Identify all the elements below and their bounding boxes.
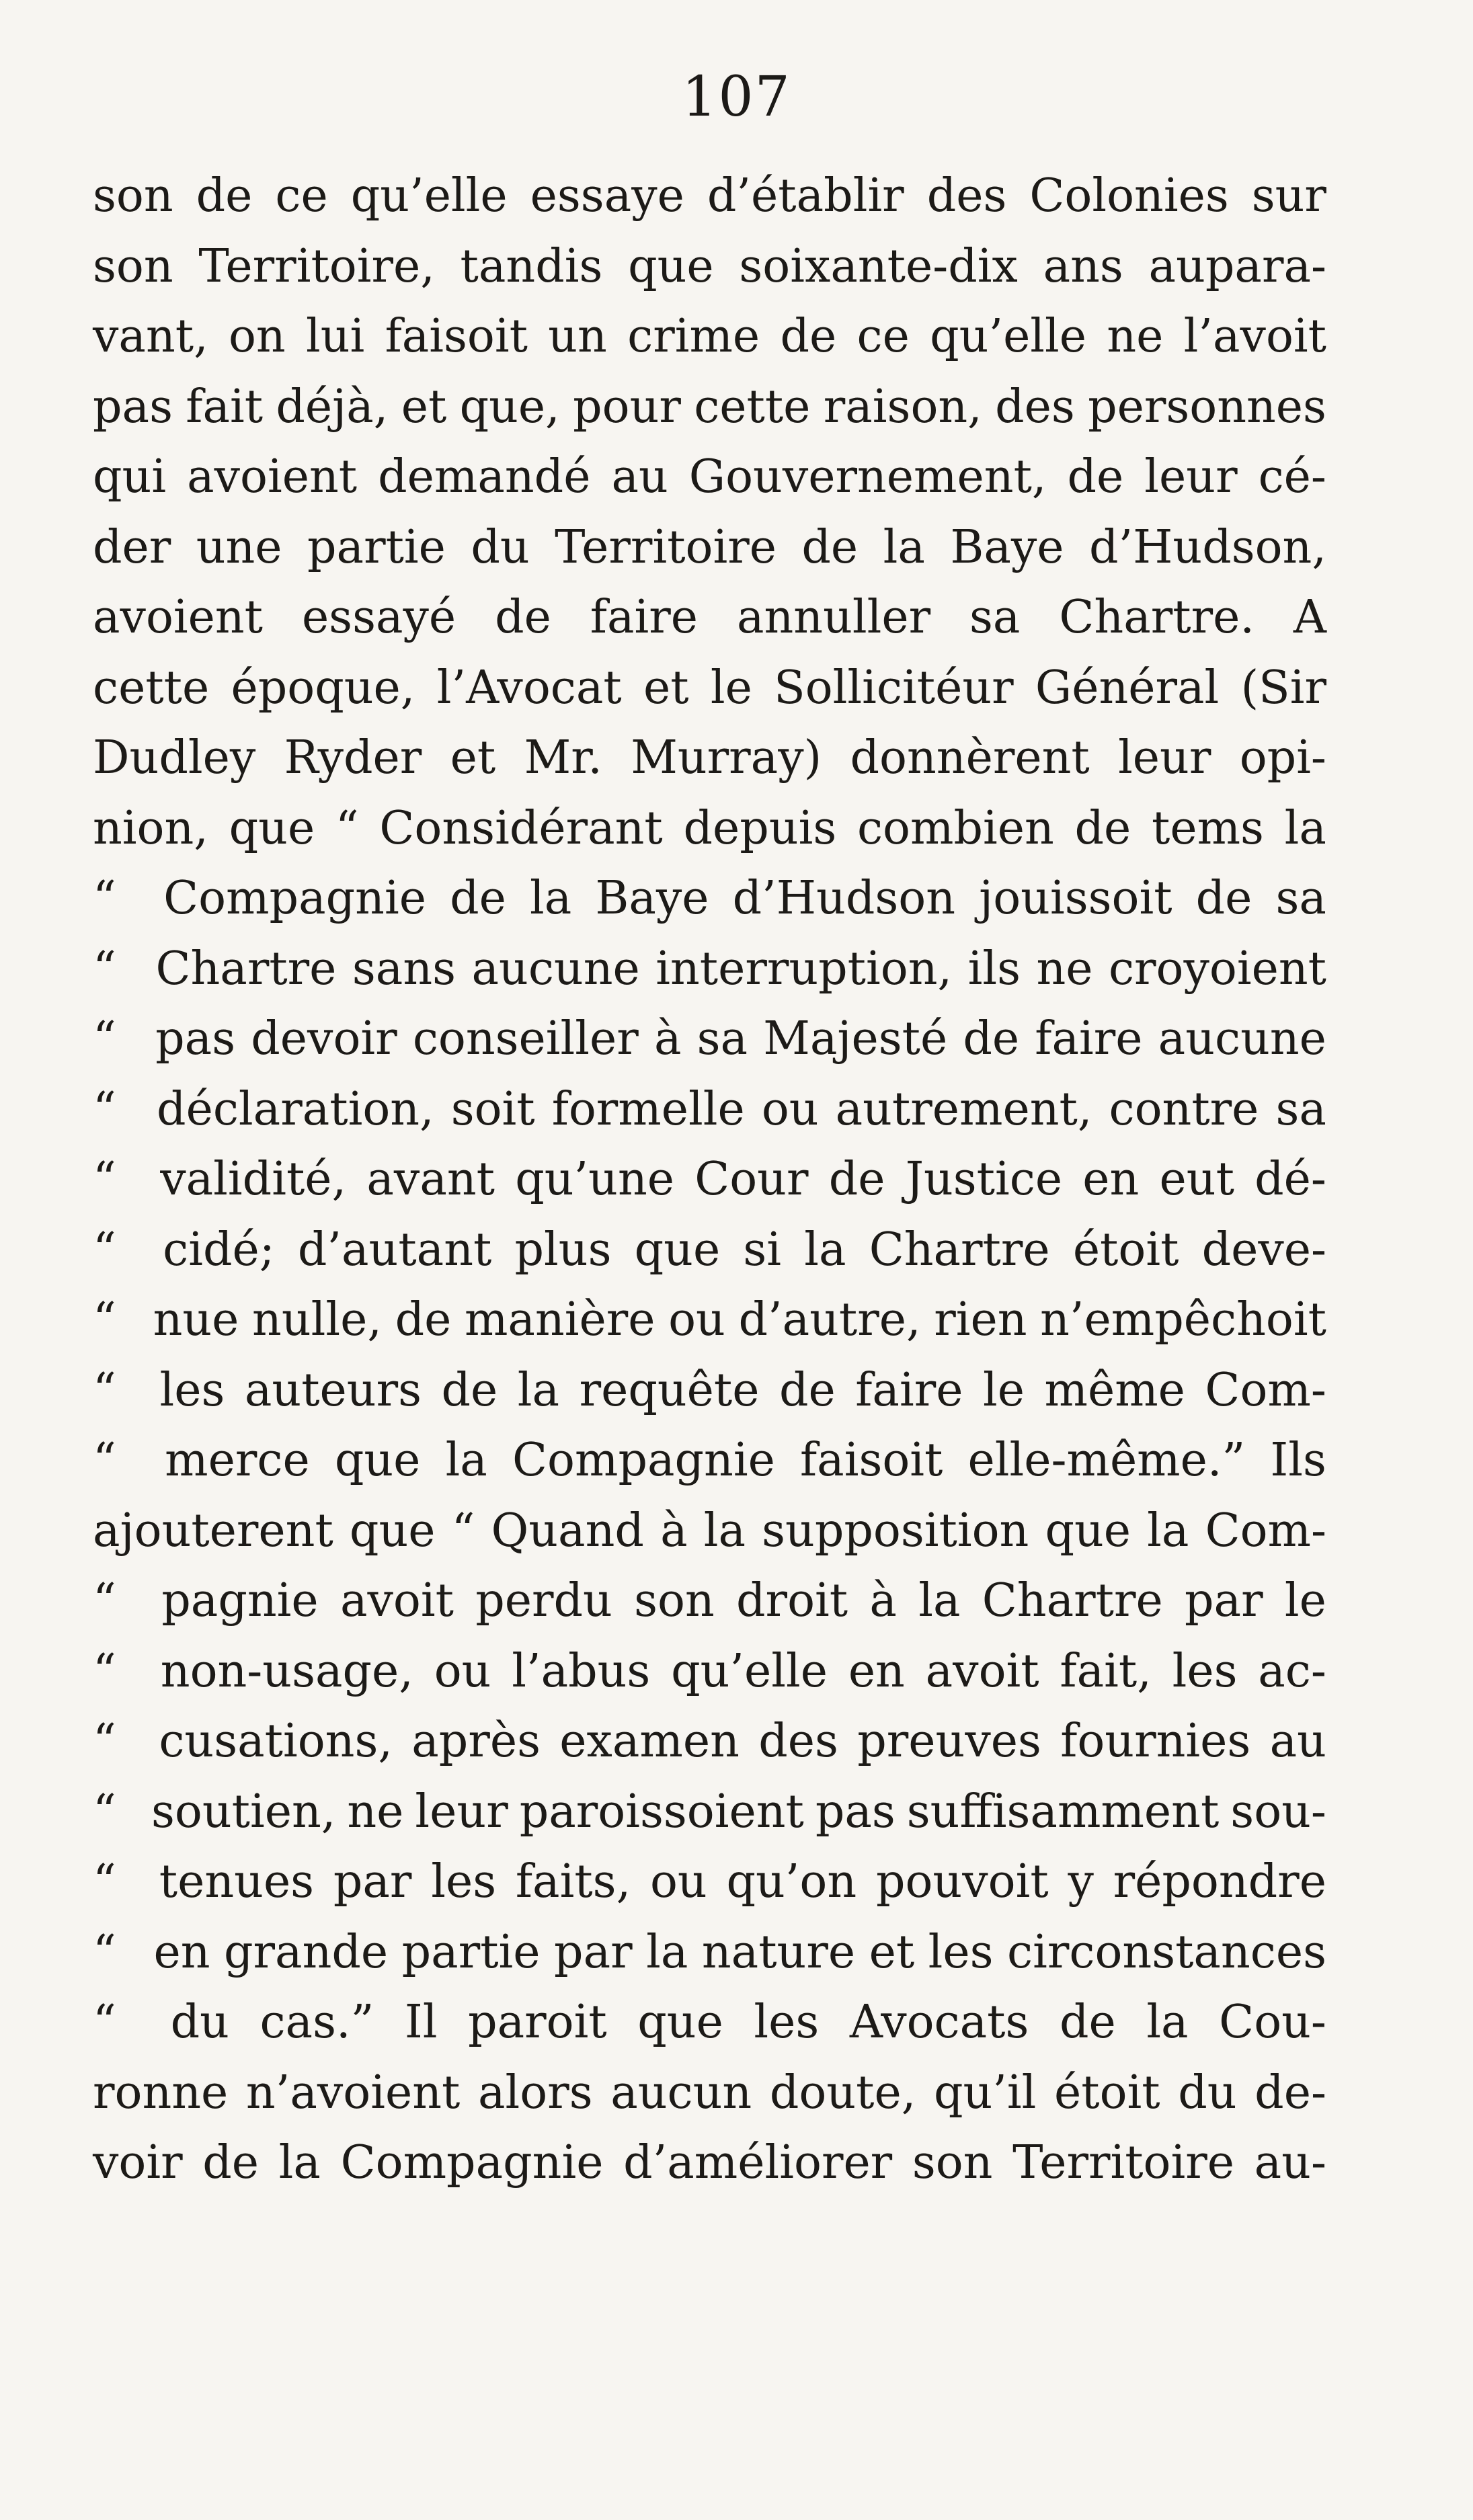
word: ne: [347, 1785, 404, 1838]
word: sa: [969, 591, 1021, 644]
word: tems: [1152, 801, 1264, 855]
word: de: [441, 1363, 498, 1417]
word: du: [1178, 2066, 1237, 2119]
word: de: [780, 310, 837, 363]
word: la: [646, 1925, 688, 1979]
quote-mark: “: [93, 1363, 116, 1417]
word: Com-: [1205, 1363, 1326, 1417]
word: la: [918, 1574, 961, 1627]
quote-mark: “: [93, 1153, 116, 1206]
text-line: [93, 1004, 1326, 1075]
word: lui: [306, 310, 365, 363]
word: à: [653, 1012, 682, 1065]
word: validité,: [160, 1153, 347, 1206]
word: Ryder: [284, 731, 422, 784]
word: crime: [627, 310, 760, 363]
text-line: [93, 372, 1326, 443]
word: autrement,: [835, 1082, 1092, 1136]
word: de: [1195, 872, 1252, 925]
word: nulle,: [252, 1293, 382, 1346]
word: droit: [736, 1574, 848, 1627]
word: merce: [165, 1434, 310, 1487]
text-line: [93, 1988, 1326, 2058]
word: son: [634, 1574, 715, 1627]
word: combien: [857, 801, 1054, 855]
word: manière: [464, 1293, 655, 1346]
quote-mark: “: [93, 1644, 116, 1698]
word: preuves: [857, 1715, 1041, 1768]
word: et: [643, 661, 689, 715]
text-line: [93, 1777, 1326, 1848]
word: son: [912, 2136, 993, 2189]
word: de-: [1255, 2066, 1326, 2119]
word: Ils: [1270, 1434, 1326, 1487]
text-line: [93, 583, 1326, 653]
word: par: [333, 1855, 412, 1908]
text-line: [93, 302, 1326, 372]
word: son: [93, 239, 173, 293]
word: qu’elle: [350, 169, 508, 222]
word: de: [801, 520, 859, 574]
word: d’améliorer: [623, 2136, 893, 2189]
quote-mark: “: [93, 1785, 116, 1838]
quote-mark: “: [93, 1293, 116, 1346]
quote-mark: “: [93, 1012, 116, 1065]
word: la: [517, 1363, 560, 1417]
word: conseiller: [412, 1012, 639, 1065]
word: pouvoit: [875, 1855, 1049, 1908]
word: aucun: [610, 2066, 752, 2119]
text-line: [93, 1285, 1326, 1356]
word: ou: [668, 1293, 725, 1346]
word: de: [1059, 1996, 1116, 2049]
word: que: [1045, 1504, 1131, 1557]
word: circonstances: [1007, 1925, 1326, 1979]
quote-mark: “: [93, 872, 116, 925]
text-line: [93, 442, 1326, 513]
word: tandis: [460, 239, 603, 293]
word: l’abus: [512, 1644, 651, 1698]
quote-mark: “: [93, 1223, 116, 1276]
word: personnes: [1088, 380, 1326, 434]
word: partie: [307, 520, 446, 574]
word: d’Hudson: [732, 872, 956, 925]
word: aucune: [471, 942, 640, 995]
word: les: [1172, 1644, 1238, 1698]
word: d’autant: [297, 1223, 492, 1276]
word: pour: [573, 380, 681, 434]
word: pas: [93, 380, 173, 434]
word: avoit: [925, 1644, 1039, 1698]
word: qu’elle: [930, 310, 1087, 363]
word: et: [869, 1925, 915, 1979]
word: que: [334, 1434, 421, 1487]
word: grande: [224, 1925, 389, 1979]
word: fait: [186, 380, 264, 434]
word: avoient: [187, 450, 358, 503]
word: n’empêchoit: [1040, 1293, 1326, 1346]
text-line: [93, 2058, 1326, 2129]
word: faire: [1035, 1012, 1143, 1065]
word: du: [471, 520, 530, 574]
word: au: [611, 450, 668, 503]
word: le: [1284, 1574, 1326, 1627]
word: paroissoient: [519, 1785, 804, 1838]
word: à: [869, 1574, 897, 1627]
word: Avocats: [849, 1996, 1029, 2049]
word: son: [93, 169, 173, 222]
word: plus: [514, 1223, 612, 1276]
word: perdu: [475, 1574, 612, 1627]
word: que,: [459, 380, 560, 434]
word: Murray): [631, 731, 822, 784]
word: même: [1044, 1363, 1185, 1417]
word: examen: [559, 1715, 740, 1768]
word: la: [278, 2136, 321, 2189]
word: de: [1074, 801, 1131, 855]
word: Chartre.: [1059, 591, 1255, 644]
word: de: [828, 1153, 885, 1206]
word: deve-: [1201, 1223, 1326, 1276]
word: n’avoient: [245, 2066, 461, 2119]
word: une: [196, 520, 282, 574]
word: pas: [155, 1012, 236, 1065]
word: la: [883, 520, 925, 574]
word: Mr.: [524, 731, 602, 784]
text-line: [93, 934, 1326, 1005]
word: après: [411, 1715, 541, 1768]
word: ce: [857, 310, 910, 363]
word: du: [170, 1996, 229, 2049]
text-line: [93, 864, 1326, 934]
word: la: [1146, 1996, 1189, 2049]
word: de: [196, 169, 253, 222]
word: Sollicitéur: [774, 661, 1014, 715]
text-line: [93, 1145, 1326, 1215]
word: de: [395, 1293, 452, 1346]
word: “: [335, 801, 359, 855]
word: partie: [401, 1925, 541, 1979]
word: Territoire: [1012, 2136, 1234, 2189]
word: y: [1068, 1855, 1094, 1908]
word: la: [1147, 1504, 1189, 1557]
word: qu’une: [515, 1153, 674, 1206]
word: d’établir: [707, 169, 904, 222]
quote-mark: “: [93, 1855, 116, 1908]
word: Colonies: [1029, 169, 1229, 222]
page-number: 107: [682, 65, 791, 129]
word: qui: [93, 450, 167, 503]
word: jouissoit: [979, 872, 1172, 925]
text-line: [93, 2128, 1326, 2199]
word: au: [1269, 1715, 1326, 1768]
word: devoir: [251, 1012, 397, 1065]
word: Cou-: [1219, 1996, 1326, 2049]
word: la: [1284, 801, 1326, 855]
word: soixante-dix: [739, 239, 1018, 293]
word: de: [450, 872, 506, 925]
word: supposition: [762, 1504, 1029, 1557]
word: par: [554, 1925, 633, 1979]
text-line: [93, 513, 1326, 583]
word: qu’elle: [671, 1644, 828, 1698]
text-line: [93, 232, 1326, 302]
word: des: [758, 1715, 838, 1768]
word: non-usage,: [160, 1644, 413, 1698]
word: de: [1067, 450, 1124, 503]
word: pas: [815, 1785, 895, 1838]
word: ans: [1043, 239, 1123, 293]
word: leur: [1118, 731, 1211, 784]
quote-mark: “: [93, 1925, 116, 1979]
quote-mark: “: [93, 1434, 116, 1487]
word: faire: [590, 591, 699, 644]
word: Général: [1035, 661, 1220, 715]
word: déclaration,: [157, 1082, 434, 1136]
word: sur: [1251, 169, 1326, 222]
word: annuller: [736, 591, 931, 644]
quote-mark: “: [93, 942, 116, 995]
word: d’Hudson,: [1088, 520, 1326, 574]
word: les: [159, 1363, 225, 1417]
text-line: [93, 1566, 1326, 1637]
word: ou: [434, 1644, 491, 1698]
word: des: [995, 380, 1075, 434]
word: Chartre: [155, 942, 337, 995]
word: Cour: [694, 1153, 809, 1206]
word: sa: [696, 1012, 748, 1065]
word: auteurs: [244, 1363, 422, 1417]
word: contre: [1109, 1082, 1259, 1136]
body-text: [93, 161, 1326, 2199]
text-line: [93, 1847, 1326, 1918]
word: de: [202, 2136, 260, 2189]
word: vant,: [93, 310, 208, 363]
quote-mark: “: [93, 1715, 116, 1768]
word: demandé: [378, 450, 591, 503]
word: A: [1293, 591, 1326, 644]
word: qu’on: [726, 1855, 857, 1908]
word: Chartre: [982, 1574, 1163, 1627]
word: et: [401, 380, 447, 434]
word: Territoire,: [198, 239, 435, 293]
word: interruption,: [655, 942, 953, 995]
word: que: [634, 1223, 721, 1276]
text-line: [93, 1637, 1326, 1707]
word: donnèrent: [850, 731, 1090, 784]
word: faits,: [515, 1855, 631, 1908]
text-line: [93, 1356, 1326, 1426]
word: Il: [404, 1996, 438, 2049]
word: Considérant: [379, 801, 663, 855]
word: Compagnie: [163, 872, 426, 925]
word: sa: [1275, 1082, 1326, 1136]
word: par: [1185, 1574, 1263, 1627]
word: les: [928, 1925, 994, 1979]
word: un: [548, 310, 607, 363]
word: en: [1082, 1153, 1140, 1206]
word: que: [628, 239, 714, 293]
word: doute,: [769, 2066, 916, 2119]
word: aucune: [1158, 1012, 1326, 1065]
word: ac-: [1258, 1644, 1326, 1698]
word: voir: [93, 2136, 183, 2189]
word: leur: [415, 1785, 508, 1838]
word: la: [529, 872, 572, 925]
word: cette: [694, 380, 811, 434]
word: sou-: [1230, 1785, 1326, 1838]
word: opi-: [1239, 731, 1326, 784]
word: et: [450, 731, 496, 784]
word: requête: [579, 1363, 760, 1417]
word: paroit: [468, 1996, 607, 2049]
word: ne: [1036, 942, 1093, 995]
word: Baye: [595, 872, 709, 925]
word: si: [743, 1223, 782, 1276]
text-line: [93, 723, 1326, 794]
word: on: [228, 310, 286, 363]
word: alors: [477, 2066, 593, 2119]
word: Baye: [950, 520, 1064, 574]
word: le: [710, 661, 752, 715]
word: (Sir: [1240, 661, 1326, 715]
text-line: [93, 1707, 1326, 1777]
word: ce: [275, 169, 328, 222]
word: les: [754, 1996, 820, 2049]
word: d’autre,: [738, 1293, 921, 1346]
word: de: [963, 1012, 1020, 1065]
word: nion,: [93, 801, 208, 855]
word: nature: [701, 1925, 856, 1979]
word: soutien,: [151, 1785, 336, 1838]
word: avant: [366, 1153, 495, 1206]
word: faisoit: [799, 1434, 943, 1487]
word: en: [153, 1925, 210, 1979]
word: ou: [761, 1082, 819, 1136]
word: ne: [1107, 310, 1164, 363]
word: eut: [1159, 1153, 1234, 1206]
word: essayé: [301, 591, 456, 644]
word: avoit: [340, 1574, 454, 1627]
word: la: [804, 1223, 846, 1276]
word: suffisamment: [906, 1785, 1220, 1838]
word: cusations,: [159, 1715, 393, 1768]
word: avoient: [93, 591, 264, 644]
text-line: [93, 1496, 1326, 1567]
word: les: [431, 1855, 497, 1908]
word: cé-: [1258, 450, 1326, 503]
word: à: [660, 1504, 688, 1557]
word: que: [229, 801, 315, 855]
word: fait,: [1060, 1644, 1152, 1698]
word: cette: [93, 661, 210, 715]
text-line: [93, 1075, 1326, 1145]
word: der: [93, 520, 171, 574]
word: Com-: [1205, 1504, 1326, 1557]
word: déjà,: [276, 380, 389, 434]
text-line: [93, 161, 1326, 232]
word: formelle: [551, 1082, 745, 1136]
word: croyoient: [1108, 942, 1326, 995]
word: ajouterent: [93, 1504, 333, 1557]
word: qu’il: [933, 2066, 1037, 2119]
word: au-: [1254, 2136, 1326, 2189]
word: Justice: [905, 1153, 1063, 1206]
text-line: [93, 1215, 1326, 1286]
word: sans: [352, 942, 456, 995]
word: essaye: [530, 169, 684, 222]
text-line: [93, 1426, 1326, 1496]
word: raison,: [823, 380, 982, 434]
word: époque,: [231, 661, 415, 715]
word: Territoire: [555, 520, 777, 574]
word: ronne: [93, 2066, 229, 2119]
word: aupara-: [1148, 239, 1326, 293]
word: “: [451, 1504, 475, 1557]
word: dé-: [1255, 1153, 1326, 1206]
word: étoit: [1072, 1223, 1179, 1276]
quote-mark: “: [93, 1082, 116, 1136]
word: la: [445, 1434, 487, 1487]
word: Compagnie: [512, 1434, 775, 1487]
word: ou: [649, 1855, 707, 1908]
word: cas.”: [260, 1996, 374, 2049]
word: nue: [153, 1293, 239, 1346]
word: Chartre: [869, 1223, 1050, 1276]
word: sa: [1275, 872, 1326, 925]
word: rien: [934, 1293, 1027, 1346]
word: Gouvernement,: [688, 450, 1047, 503]
word: étoit: [1054, 2066, 1160, 2119]
word: pagnie: [161, 1574, 319, 1627]
word: fournies: [1060, 1715, 1251, 1768]
word: la: [703, 1504, 746, 1557]
word: Majesté: [763, 1012, 948, 1065]
word: cidé;: [163, 1223, 275, 1276]
text-line: [93, 653, 1326, 724]
text-line: [93, 794, 1326, 864]
word: répondre: [1113, 1855, 1326, 1908]
word: l’avoit: [1183, 310, 1326, 363]
quote-mark: “: [93, 1574, 116, 1627]
word: que: [349, 1504, 436, 1557]
quote-mark: “: [93, 1996, 116, 2049]
word: le: [982, 1363, 1025, 1417]
word: Dudley: [93, 731, 256, 784]
word: leur: [1144, 450, 1238, 503]
word: ils: [967, 942, 1021, 995]
word: faisoit: [385, 310, 528, 363]
word: en: [848, 1644, 905, 1698]
word: soit: [450, 1082, 535, 1136]
word: Quand: [491, 1504, 644, 1557]
word: faire: [855, 1363, 963, 1417]
word: Compagnie: [340, 2136, 604, 2189]
word: depuis: [683, 801, 837, 855]
word: que: [637, 1996, 723, 2049]
word: de: [779, 1363, 836, 1417]
word: elle-même.”: [967, 1434, 1246, 1487]
word: des: [926, 169, 1007, 222]
word: l’Avocat: [436, 661, 622, 715]
text-line: [93, 1918, 1326, 1988]
word: de: [495, 591, 551, 644]
word: tenues: [159, 1855, 315, 1908]
